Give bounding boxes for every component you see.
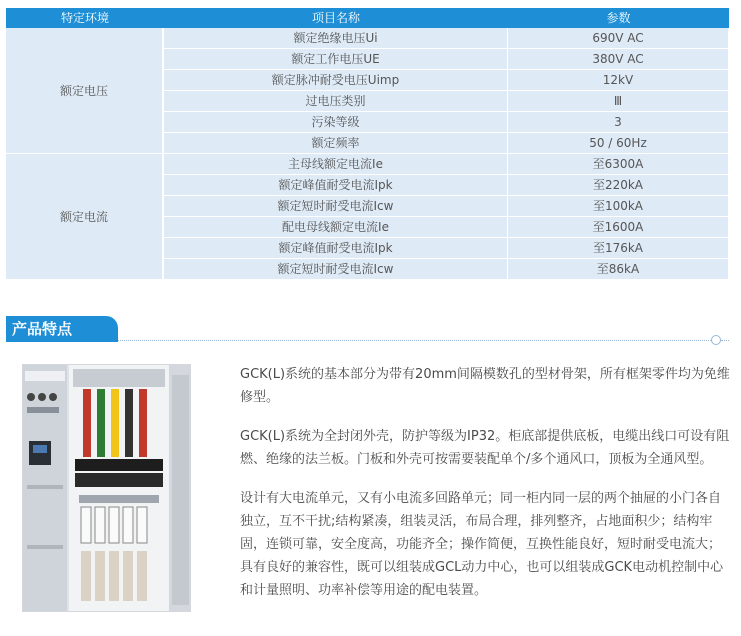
feature-paragraph: GCK(L)系统的基本部分为带有20mm间隔模数孔的型材骨架，所有框架零件均为免维修型。 xyxy=(240,367,730,405)
header-env: 特定环境 xyxy=(6,8,164,28)
item-cell: 主母线额定电流Ie xyxy=(164,154,508,175)
item-cell: 配电母线额定电流Ie xyxy=(164,217,508,238)
value-cell: 至6300A xyxy=(508,154,729,175)
header-param: 参数 xyxy=(508,8,729,28)
table-header-row xyxy=(6,8,729,28)
item-cell: 额定峰值耐受电流Ipk xyxy=(164,175,508,196)
switchgear-cabinet-icon xyxy=(23,365,191,612)
table-row xyxy=(6,154,729,175)
value-cell: Ⅲ xyxy=(508,91,729,112)
item-cell: 额定峰值耐受电流Ipk xyxy=(164,238,508,259)
feature-paragraph: 设计有大电流单元，又有小电流多回路单元；同一柜内同一层的两个抽屉的小门各自独立，互不干扰;结构紧凑，组装灵活，布局合理，排列整齐，占地面积少；结构牢固，连锁可靠，安全度高，功能齐全；操作简便，互换性能良好，短时耐受电流大；具有良好的兼容性，既可以组装成GCL动力中心，也可以组装成GCK电动机控制中心和计量照明、功率补偿等用途的配电装置。 xyxy=(240,491,724,598)
value-cell: 3 xyxy=(508,112,729,133)
section-dot-icon xyxy=(711,335,721,345)
env-cell-voltage: 额定电压 xyxy=(6,28,164,154)
value-cell: 12kV xyxy=(508,70,729,91)
header-item: 项目名称 xyxy=(164,8,508,28)
section-header xyxy=(6,316,729,342)
item-cell: 额定频率 xyxy=(164,133,508,154)
table-row xyxy=(6,28,729,49)
spec-table xyxy=(6,8,729,280)
value-cell: 至220kA xyxy=(508,175,729,196)
item-cell: 额定工作电压UE xyxy=(164,49,508,70)
item-cell: 额定短时耐受电流Icw xyxy=(164,196,508,217)
env-cell-current: 额定电流 xyxy=(6,154,164,280)
section-divider-tail xyxy=(721,340,729,341)
item-cell: 额定脉冲耐受电压Uimp xyxy=(164,70,508,91)
value-cell: 380V AC xyxy=(508,49,729,70)
value-cell: 至100kA xyxy=(508,196,729,217)
value-cell: 50 / 60Hz xyxy=(508,133,729,154)
value-cell: 至86kA xyxy=(508,259,729,280)
section-title: 产品特点 xyxy=(6,316,118,342)
item-cell: 污染等级 xyxy=(164,112,508,133)
product-photo xyxy=(22,364,191,612)
section-divider xyxy=(118,340,711,341)
feature-paragraph: GCK(L)系统为全封闭外壳，防护等级为IP32。柜底部提供底板，电缆出线口可设有阻燃、绝缘的法兰板。门板和外壳可按需要装配单个/多个通风口，顶板为全通风型。 xyxy=(240,429,730,467)
item-cell: 额定短时耐受电流Icw xyxy=(164,259,508,280)
item-cell: 额定绝缘电压Ui xyxy=(164,28,508,49)
feature-text xyxy=(240,363,730,618)
value-cell: 至176kA xyxy=(508,238,729,259)
value-cell: 690V AC xyxy=(508,28,729,49)
item-cell: 过电压类别 xyxy=(164,91,508,112)
value-cell: 至1600A xyxy=(508,217,729,238)
